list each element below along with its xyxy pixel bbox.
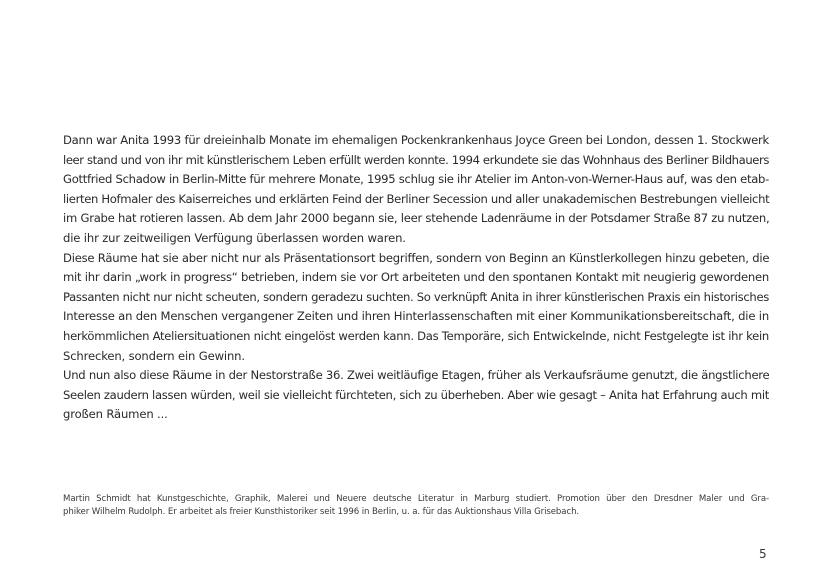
paragraph-line: Seelen zaudern lassen würden, weil sie vielleicht fürchteten, sich zu überheben. Aber wie gesagt – Anita hat Erfahrung auch mit bbox=[63, 387, 769, 402]
paragraph-line: herkömmlichen Ateliersituationen nicht eingelöst werden kann. Das Temporäre, sich Entwickelnde, nicht Festgelegte ist ihr kein bbox=[63, 328, 769, 343]
paragraph-line: großen Räumen ... bbox=[63, 407, 168, 422]
paragraph-line: lierten Hofmaler des Kaiserreiches und erklärten Feind der Berliner Secession und aller unakademischen Bestrebungen vielleicht bbox=[63, 191, 770, 206]
paragraph-line: Schrecken, sondern ein Gewinn. bbox=[63, 348, 245, 363]
page-number: 5 bbox=[759, 547, 767, 561]
paragraph-line: Dann war Anita 1993 für dreieinhalb Monate im ehemaligen Pockenkrankenhaus Joyce Green bei London, dessen 1. Stockwerk bbox=[63, 133, 769, 147]
paragraph-3 bbox=[63, 366, 769, 425]
paragraph-line: Und nun also diese Räume in der Nestorstraße 36. Zwei weitläufige Etagen, früher als Verkaufsräume genutzt, die ängstlichere bbox=[63, 368, 770, 383]
paragraph-line: im Grabe hat rotieren lassen. Ab dem Jahr 2000 begann sie, leer stehende Ladenräume in der Potsdamer Straße 87 zu nutzen, bbox=[63, 211, 770, 226]
paragraph-line: Diese Räume hat sie aber nicht nur als Präsentationsort begriffen, sondern von Beginn an Künstlerkollegen hinzu gebeten, die bbox=[63, 250, 770, 265]
paragraph-2 bbox=[63, 249, 769, 367]
paragraph-1 bbox=[63, 131, 769, 249]
paragraph-line: Interesse an den Menschen vergangener Zeiten und ihren Hinterlassenschaften mit einer Kommunikationsbereitschaft, die in bbox=[63, 309, 769, 324]
bio-line: phiker Wilhelm Rudolph. Er arbeitet als freier Kunsthistoriker seit 1996 in Berlin, u. a. für das Auktionshaus Villa Grisebach. bbox=[63, 507, 580, 518]
author-bio-note bbox=[63, 493, 769, 520]
paragraph-line: Passanten nicht nur nicht scheuten, sondern geradezu suchten. So verknüpft Anita in ihrer künstlerischen Praxis ein historisches bbox=[63, 289, 769, 304]
bio-line: Martin Schmidt hat Kunstgeschichte, Graphik, Malerei und Neuere deutsche Literatur in Marburg studiert. Promotion über den Dresdner Maler und Gra- bbox=[63, 494, 769, 504]
paragraph-line: leer stand und von ihr mit künstlerischem Leben erfüllt werden konnte. 1994 erkundete sie das Wohnhaus des Berliner Bildhauers bbox=[63, 152, 769, 167]
paragraph-line: Gottfried Schadow in Berlin-Mitte für mehrere Monate, 1995 schlug sie ihr Atelier im Anton-von-Werner-Haus auf, was den etab- bbox=[63, 172, 769, 187]
paragraph-line: mit ihr darin „work in progress“ betrieben, indem sie vor Ort arbeiteten und den spontanen Kontakt mit neugierig gewordenen bbox=[63, 270, 770, 285]
main-body-text bbox=[63, 131, 769, 425]
paragraph-line: die ihr zur zeitweiligen Verfügung überlassen worden waren. bbox=[63, 230, 406, 245]
